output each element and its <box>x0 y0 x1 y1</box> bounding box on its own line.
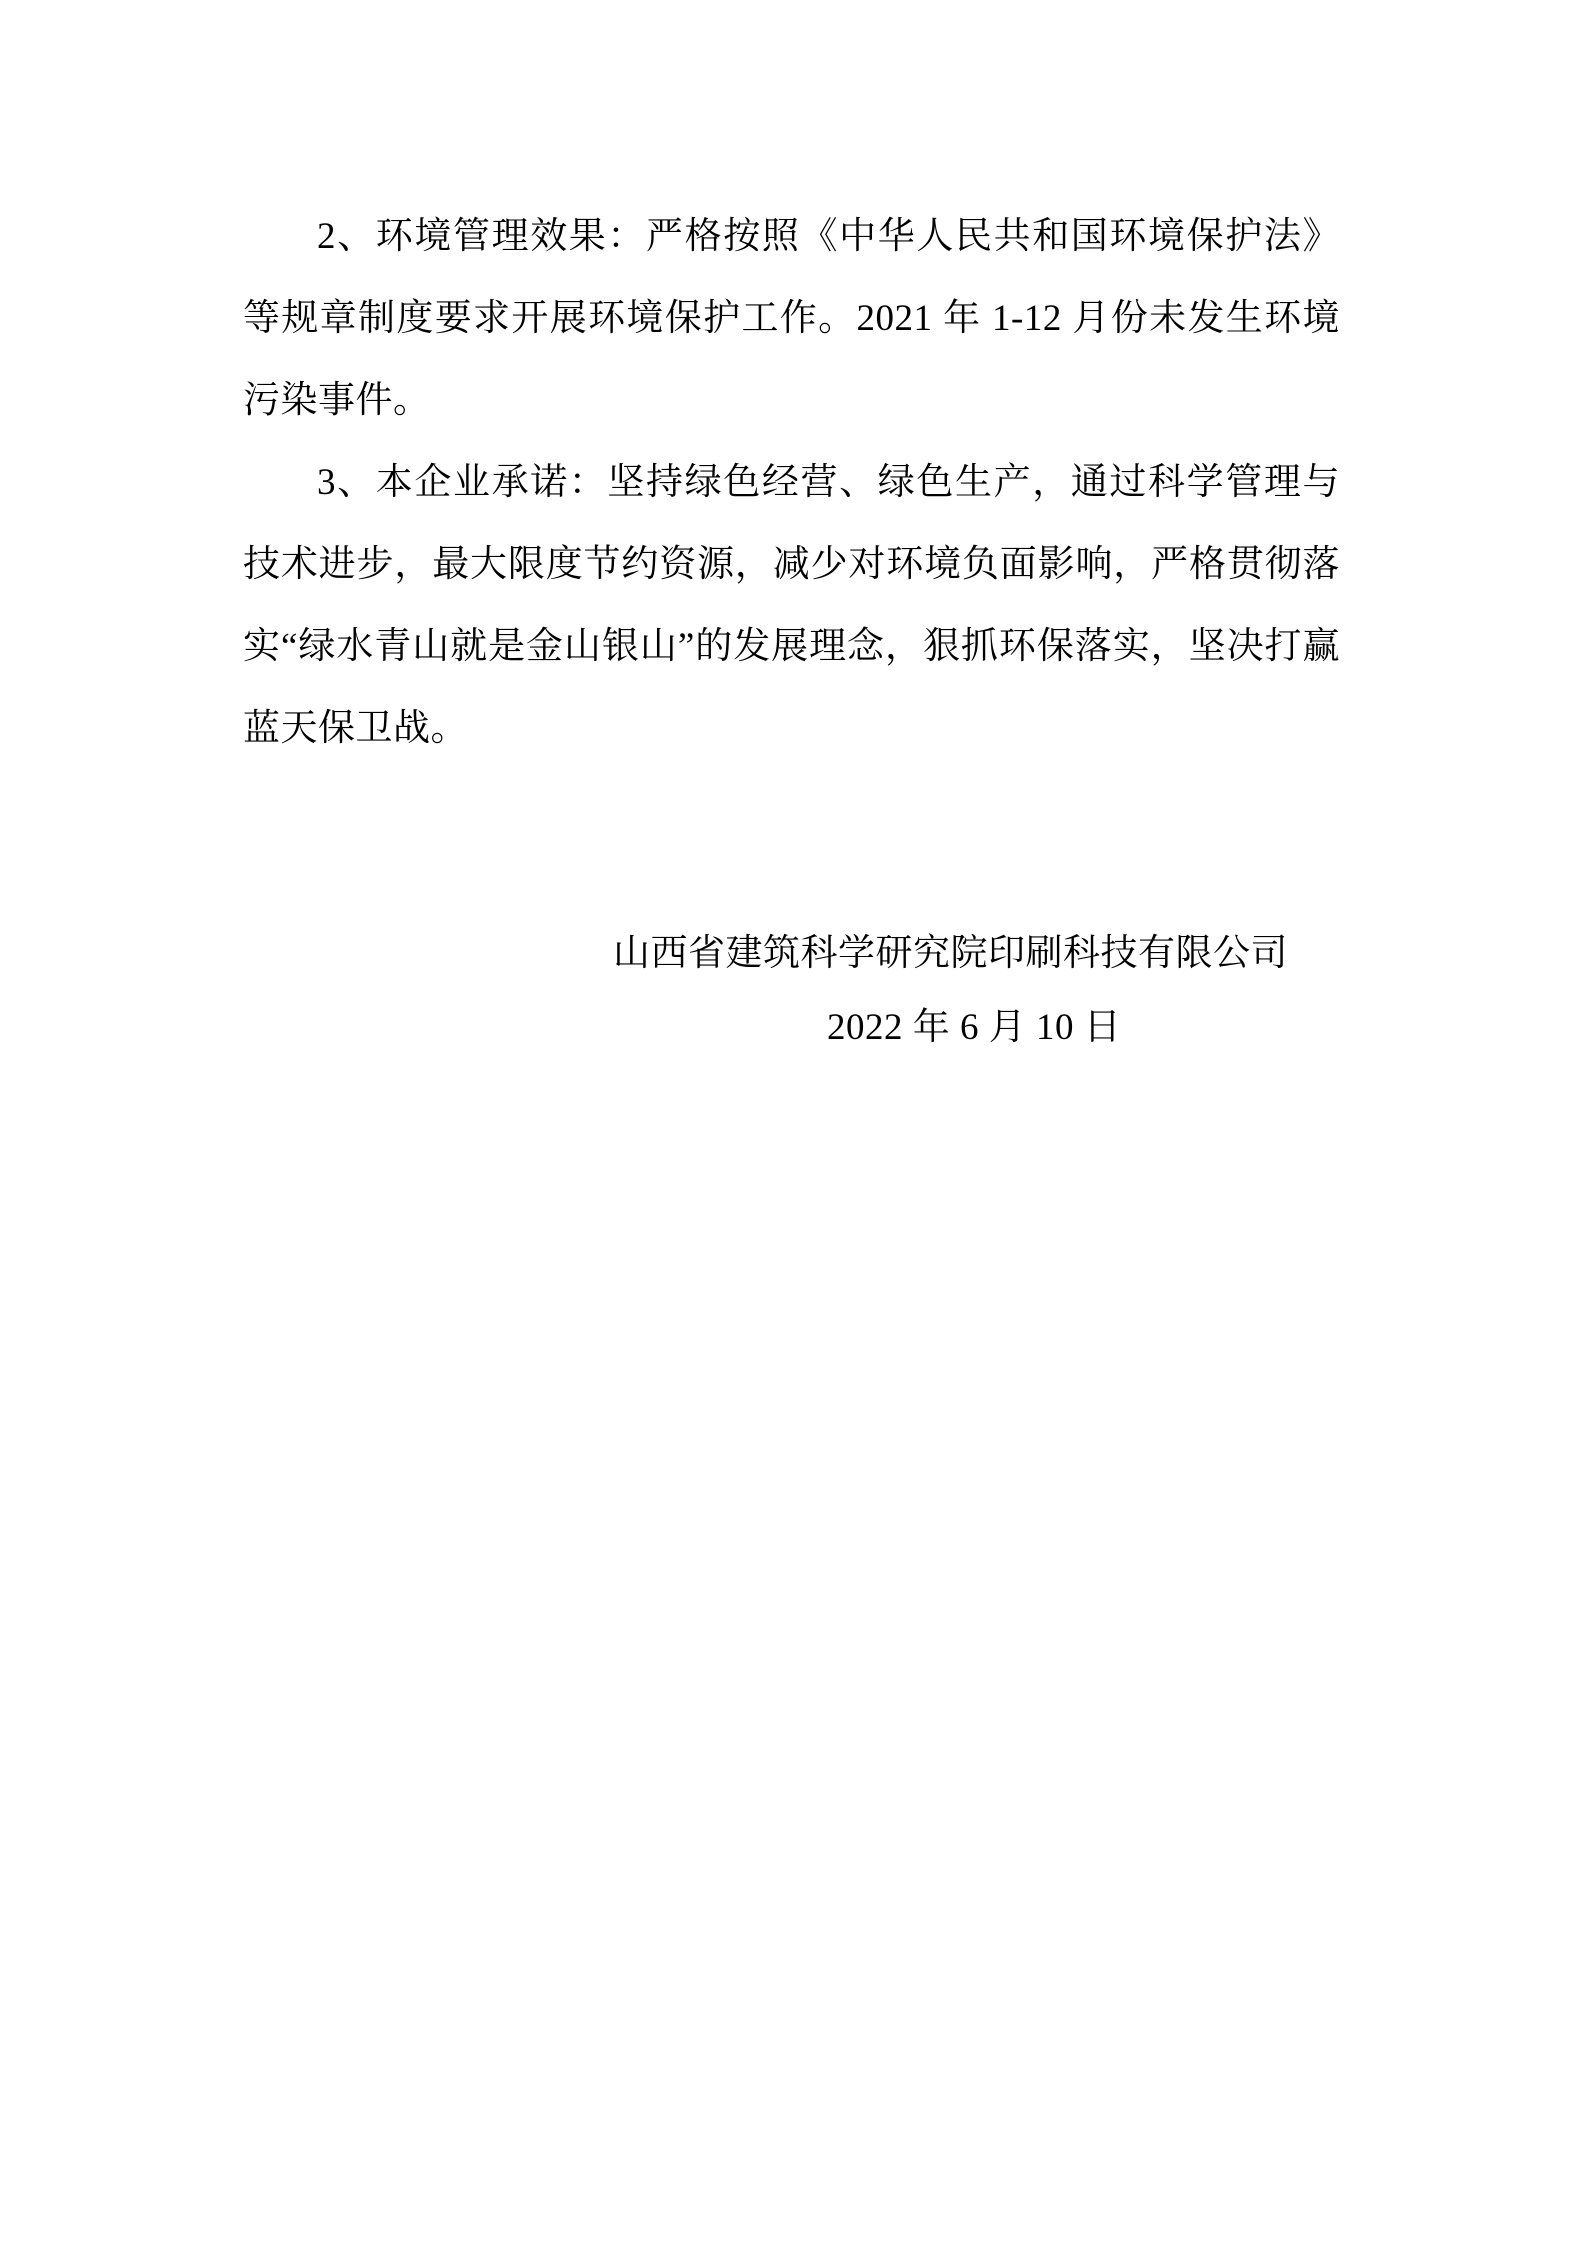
signature-company-name: 山西省建筑科学研究院印刷科技有限公司 <box>613 933 1288 974</box>
paragraph-environment-management-effect: 2、环境管理效果：严格按照《中华人民共和国环境保护法》等规章制度要求开展环境保护工作。2021 年 1-12 月份未发生环境污染事件。 <box>243 216 1340 421</box>
paragraph-company-commitment: 3、本企业承诺：坚持绿色经营、绿色生产，通过科学管理与技术进步，最大限度节约资源，减少对环境负面影响，严格贯彻落实“绿水青山就是金山银山”的发展理念，狠抓环保落实，坚决打赢蓝天保卫战。 <box>243 462 1340 749</box>
signature-block <box>243 917 1340 1065</box>
signature-date: 2022 年 6 月 10 日 <box>827 1007 1122 1048</box>
document-body <box>0 0 1587 1065</box>
